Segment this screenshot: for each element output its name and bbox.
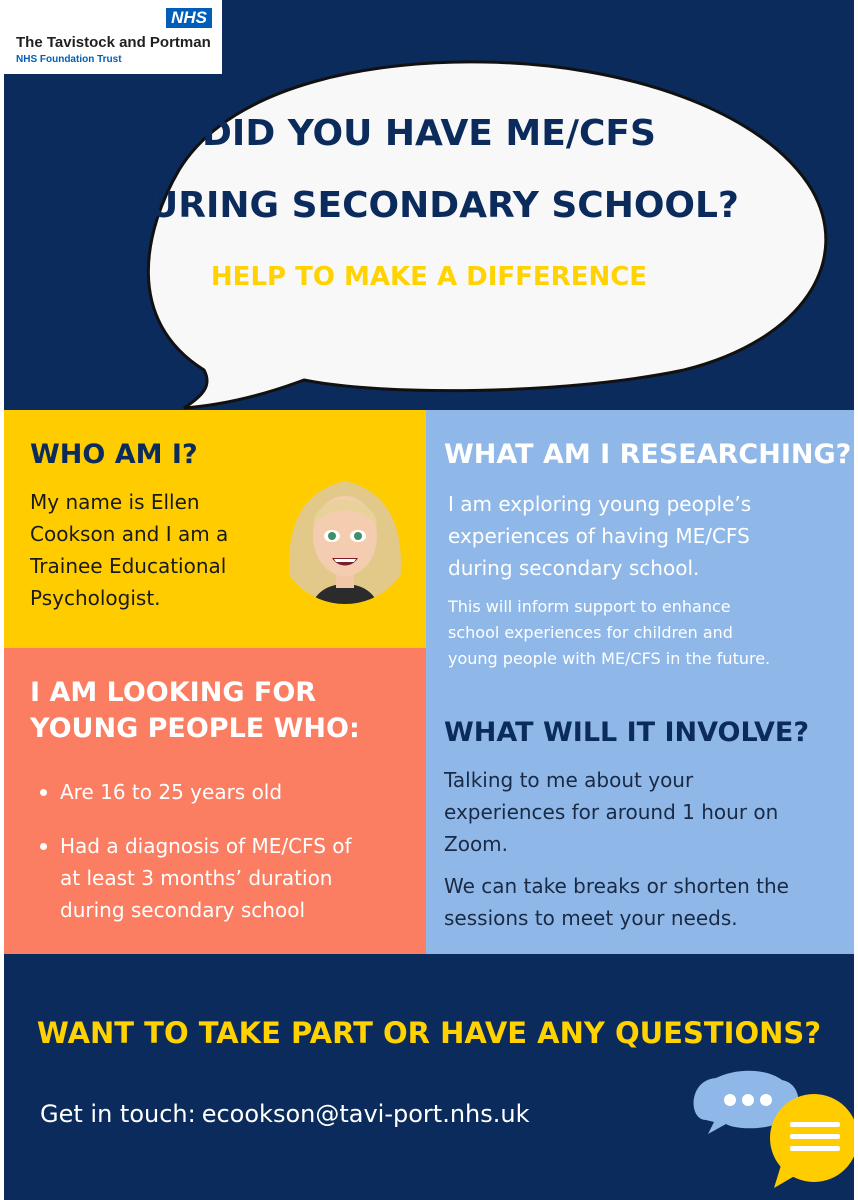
criteria-list — [38, 776, 352, 948]
nhs-logo — [4, 0, 222, 74]
trust-subtitle: NHS Foundation Trust — [16, 54, 122, 65]
research-text: I am exploring young people’s experiences of having ME/CFS during secondary school. — [448, 492, 752, 580]
tagline: HELP TO MAKE A DIFFERENCE — [210, 262, 648, 292]
criteria-item: Are 16 to 25 years old — [38, 776, 352, 808]
who-line: Trainee Educational — [30, 554, 227, 578]
who-line: Cookson and I am a — [30, 522, 229, 546]
cta-heading: WANT TO TAKE PART OR HAVE ANY QUESTIONS? — [36, 1016, 822, 1050]
avatar — [270, 456, 420, 616]
title-line-2: DURING SECONDARY SCHOOL? — [119, 185, 739, 226]
poster — [4, 0, 854, 1200]
contact-label: Get in touch: — [40, 1100, 196, 1128]
research-detail: This will inform support to enhance school experiences for children and young people with ME/CFS in the future. — [448, 597, 771, 668]
contact-line — [40, 1100, 529, 1128]
criteria-item: Had a diagnosis of ME/CFS of at least 3 months’ duration during secondary school — [38, 830, 352, 926]
research-heading: WHAT AM I RESEARCHING? — [444, 439, 852, 470]
involve-heading: WHAT WILL IT INVOLVE? — [444, 717, 810, 748]
title-line-1: DID YOU HAVE ME/CFS — [202, 113, 656, 154]
who-am-i-panel — [4, 410, 426, 648]
looking-heading-1: I AM LOOKING FOR — [30, 677, 317, 708]
contact-email-link[interactable]: ecookson@tavi-port.nhs.uk — [201, 1100, 530, 1128]
nhs-badge: NHS — [166, 8, 212, 28]
involve-text-2: We can take breaks or shorten the sessions to meet your needs. — [444, 874, 789, 930]
looking-heading-2: YOUNG PEOPLE WHO: — [30, 713, 360, 744]
looking-for-panel — [4, 648, 426, 954]
chat-icon — [686, 1070, 854, 1200]
research-panel — [426, 410, 854, 954]
trust-name: The Tavistock and Portman — [16, 34, 211, 51]
involve-text: Talking to me about your experiences for around 1 hour on Zoom. — [444, 768, 779, 856]
who-text — [30, 486, 228, 614]
who-line: My name is Ellen — [30, 490, 200, 514]
who-heading: WHO AM I? — [30, 439, 198, 470]
who-line: Psychologist. — [30, 586, 161, 610]
